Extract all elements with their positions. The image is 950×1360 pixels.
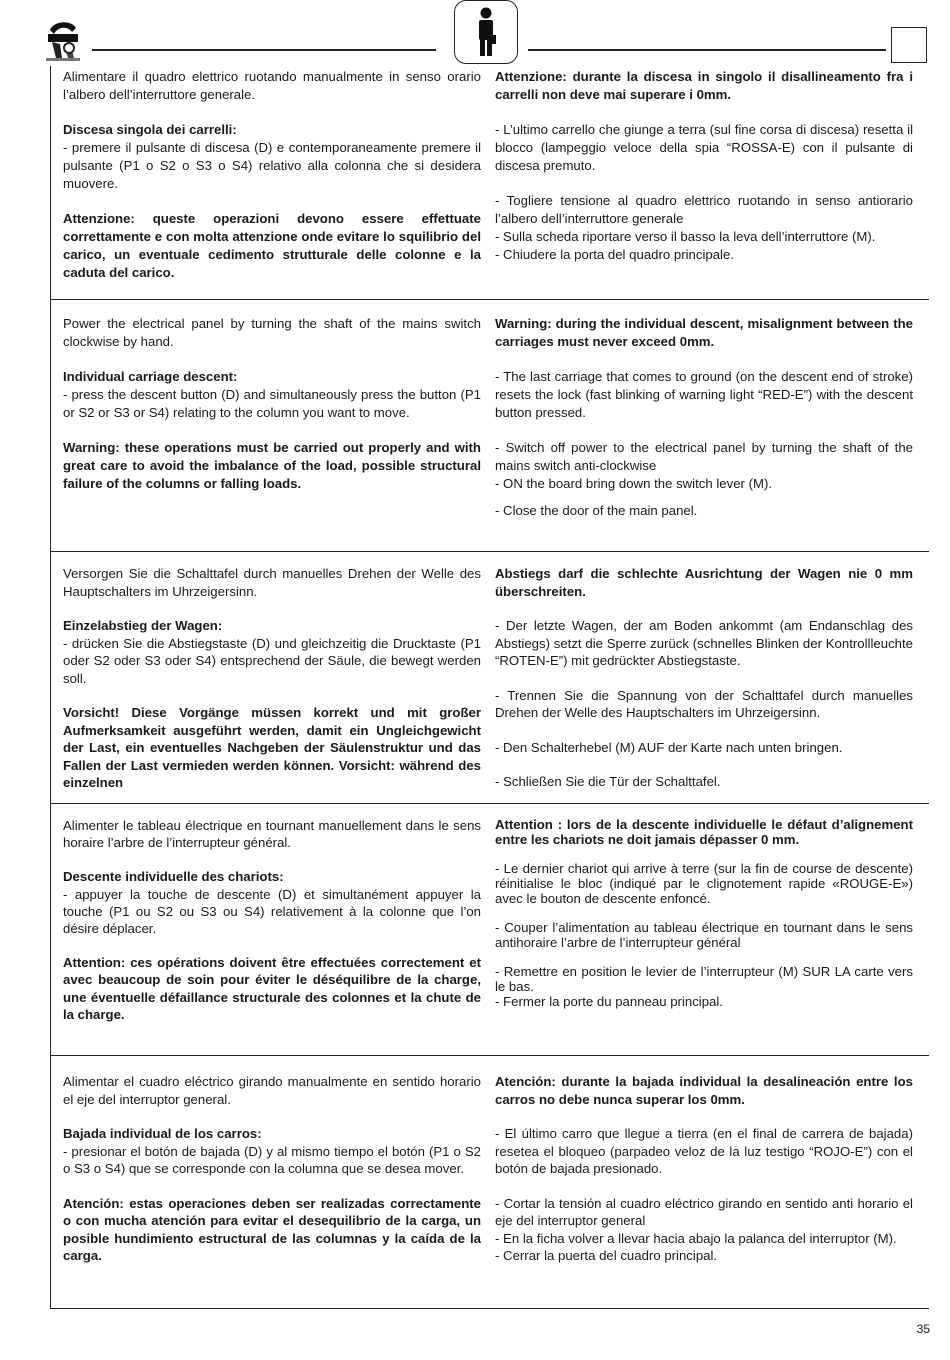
step-text: - Chiudere la porta del quadro principale. <box>495 247 734 262</box>
section-german <box>51 551 929 804</box>
step-text: - Cerrar la puerta del cuadro principal. <box>495 1248 718 1263</box>
warning-text: Attention: ces opérations doivent être effectuées correctement et avec beaucoup de soin pour éviter le déséquilibre de la charge, une éventuelle défaillance structurale des colonnes et la chute de la charge. <box>63 955 481 1022</box>
step-text: - Close the door of the main panel. <box>495 503 698 518</box>
manufacturer-logo-icon <box>42 18 86 64</box>
step-text: - Fermer la porte du panneau principal. <box>495 994 723 1009</box>
right-column <box>495 1073 913 1265</box>
warning-text: Atención: durante la bajada individual la desalineación entre los carros no debe nunca superar los 0mm. <box>495 1074 913 1107</box>
section-heading: Einzelabstieg der Wagen: <box>63 618 223 633</box>
step-text: - Switch off power to the electrical panel by turning the shaft of the mains switch anti-clockwise <box>495 440 913 473</box>
step-text: - Trennen Sie die Spannung von der Schalttafel durch manuelles Drehen der Welle des Hauptschalters im Uhrzeigersinn. <box>495 687 913 720</box>
body-text: - presionar el botón de bajada (D) y al mismo tiempo el botón (P1 o S2 o S3 o S4) que se corresponde con la columna que se desea mover. <box>63 1143 481 1176</box>
header-rule-right <box>528 49 886 51</box>
step-text: - Couper l’alimentation au tableau électrique en tournant dans le sens antihoraire l’arbre de l’interrupteur général <box>495 920 913 950</box>
step-text: - Schließen Sie die Tür der Schalttafel. <box>495 774 721 789</box>
step-text: - ON the board bring down the switch lever (M). <box>495 476 773 491</box>
left-column <box>63 1073 481 1265</box>
left-column <box>63 565 481 792</box>
page-number: 35 <box>916 1322 930 1336</box>
warning-text: Warning: these operations must be carried out properly and with great care to avoid the imbalance of the load, possible structural failure of the columns or falling loads. <box>63 440 481 491</box>
section-heading: Individual carriage descent: <box>63 369 238 384</box>
intro-text: Power the electrical panel by turning the shaft of the mains switch clockwise by hand. <box>63 316 481 349</box>
section-italian <box>51 66 929 300</box>
intro-text: Versorgen Sie die Schalttafel durch manuelles Drehen der Welle des Hauptschalters im Uhrzeigersinn. <box>63 566 481 599</box>
step-text: - Togliere tensione al quadro elettrico ruotando in senso antiorario l’albero dell’interruttore generale <box>495 193 913 226</box>
content-table <box>50 66 929 1309</box>
left-column <box>63 68 481 299</box>
body-text: - press the descent button (D) and simultaneously press the button (P1 or S2 or S3 or S4) relating to the column you want to move. <box>63 387 481 420</box>
warning-text: Attention : lors de la descente individuelle le défaut d’alignement entre les chariots ne doit jamais dépasser 0 mm. <box>495 817 913 847</box>
section-heading: Descente individuelle des chariots: <box>63 869 284 885</box>
body-text: - appuyer la touche de descente (D) et simultanément appuyer la touche (P1 ou S2 ou S3 ou S4) relativement à la colonne que l’on désire déplacer. <box>63 886 481 937</box>
step-text: - El último carro que llegue a tierra (en el final de carrera de bajada) resetea el bloqueo (parpadeo veloz de la luz testigo “ROJO-E”) con el botón de bajada presionado. <box>495 1126 913 1176</box>
step-text: - Sulla scheda riportare verso il basso la leva dell’interruttore (M). <box>495 229 876 244</box>
step-text: - The last carriage that comes to ground (on the descent end of stroke) resets the lock (fast blinking of warning light “RED-E”) with the descent button pressed. <box>495 369 913 420</box>
warning-text: Atención: estas operaciones deben ser realizadas correctamente o con mucha atención para evitar el desequilibrio de la carga, un posible hundimiento estructural de las columnas y la caída de la carga. <box>63 1195 481 1263</box>
step-text: - L’ultimo carrello che giunge a terra (sul fine corsa di discesa) resetta il blocco (lampeggio veloce della spia “ROSSA-E) con il pulsante di discesa premuto. <box>495 122 913 173</box>
warning-text: Attenzione: queste operazioni devono essere effettuate correttamente e con molta attenzione onde evitare lo squilibrio del carico, un eventuale cedimento strutturale delle colonne e la caduta del carico. <box>63 211 481 280</box>
right-column <box>495 817 913 1009</box>
step-text: - Le dernier chariot qui arrive à terre (sur la fin de course de descente) réinitialise le bloc (indiqué par le clignotement rapide «ROUGE-E») avec le bouton de descente enfoncé. <box>495 861 913 906</box>
header-rule-left <box>92 49 436 51</box>
section-heading: Bajada individual de los carros: <box>63 1126 262 1141</box>
section-spanish <box>51 1055 929 1308</box>
section-french <box>51 803 929 1056</box>
warning-text: Attenzione: durante la discesa in singolo il disallineamento fra i carrelli non deve mai superare i 0mm. <box>495 69 913 102</box>
intro-text: Alimentare il quadro elettrico ruotando manualmente in senso orario l’albero dell’interruttore generale. <box>63 69 481 102</box>
right-column <box>495 565 913 791</box>
section-heading: Discesa singola dei carrelli: <box>63 122 237 137</box>
warning-text: Abstiegs darf die schlechte Ausrichtung der Wagen nie 0 mm überschreiten. <box>495 566 913 599</box>
step-text: - En la ficha volver a llevar hacia abajo la palanca del interruptor (M). <box>495 1230 897 1246</box>
body-text: - drücken Sie die Abstiegstaste (D) und gleichzeitig die Drucktaste (P1 oder S2 oder S3 oder S4) entsprechend der Säule, die bewegt werden soll. <box>63 635 481 686</box>
step-text: - Den Schalterhebel (M) AUF der Karte nach unten bringen. <box>495 739 843 755</box>
step-text: - Cortar la tensión al cuadro eléctrico girando en sentido anti horario el eje del interruptor general <box>495 1195 913 1228</box>
operator-icon <box>454 0 518 64</box>
intro-text: Alimenter le tableau électrique en tournant manuellement dans le sens horaire l’arbre de l’interrupteur général. <box>63 818 481 851</box>
section-english <box>51 299 929 552</box>
warning-text: Warning: during the individual descent, misalignment between the carriages must never exceed 0mm. <box>495 316 913 349</box>
warning-text: Vorsicht! Diese Vorgänge müssen korrekt und mit großer Aufmerksamkeit ausgeführt werden, damit ein Ungleichgewicht der Last, ein eventuelles Nachgeben der Säulenstruktur und das Fallen der Last vermieden werden können. Vorsicht: während des einzelnen <box>63 705 481 790</box>
step-text: - Remettre en position le levier de l’interrupteur (M) SUR LA carte vers le bas. <box>495 964 913 994</box>
left-column <box>63 315 481 510</box>
left-column <box>63 817 481 1023</box>
intro-text: Alimentar el cuadro eléctrico girando manualmente en sentido horario el eje del interruptor general. <box>63 1074 481 1107</box>
corner-box <box>891 27 927 63</box>
right-column <box>495 315 913 520</box>
step-text: - Der letzte Wagen, der am Boden ankommt (am Endanschlag des Abstiegs) setzt die Sperre zurück (schnelles Blinken der Kontrollleuchte “ROTEN-E”) mit gedrückter Abstiegstaste. <box>495 618 913 668</box>
right-column <box>495 68 913 264</box>
body-text: - premere il pulsante di discesa (D) e contemporaneamente premere il pulsante (P1 o S2 o S3 o S4) relativo alla colonna che si desidera muovere. <box>63 140 481 191</box>
